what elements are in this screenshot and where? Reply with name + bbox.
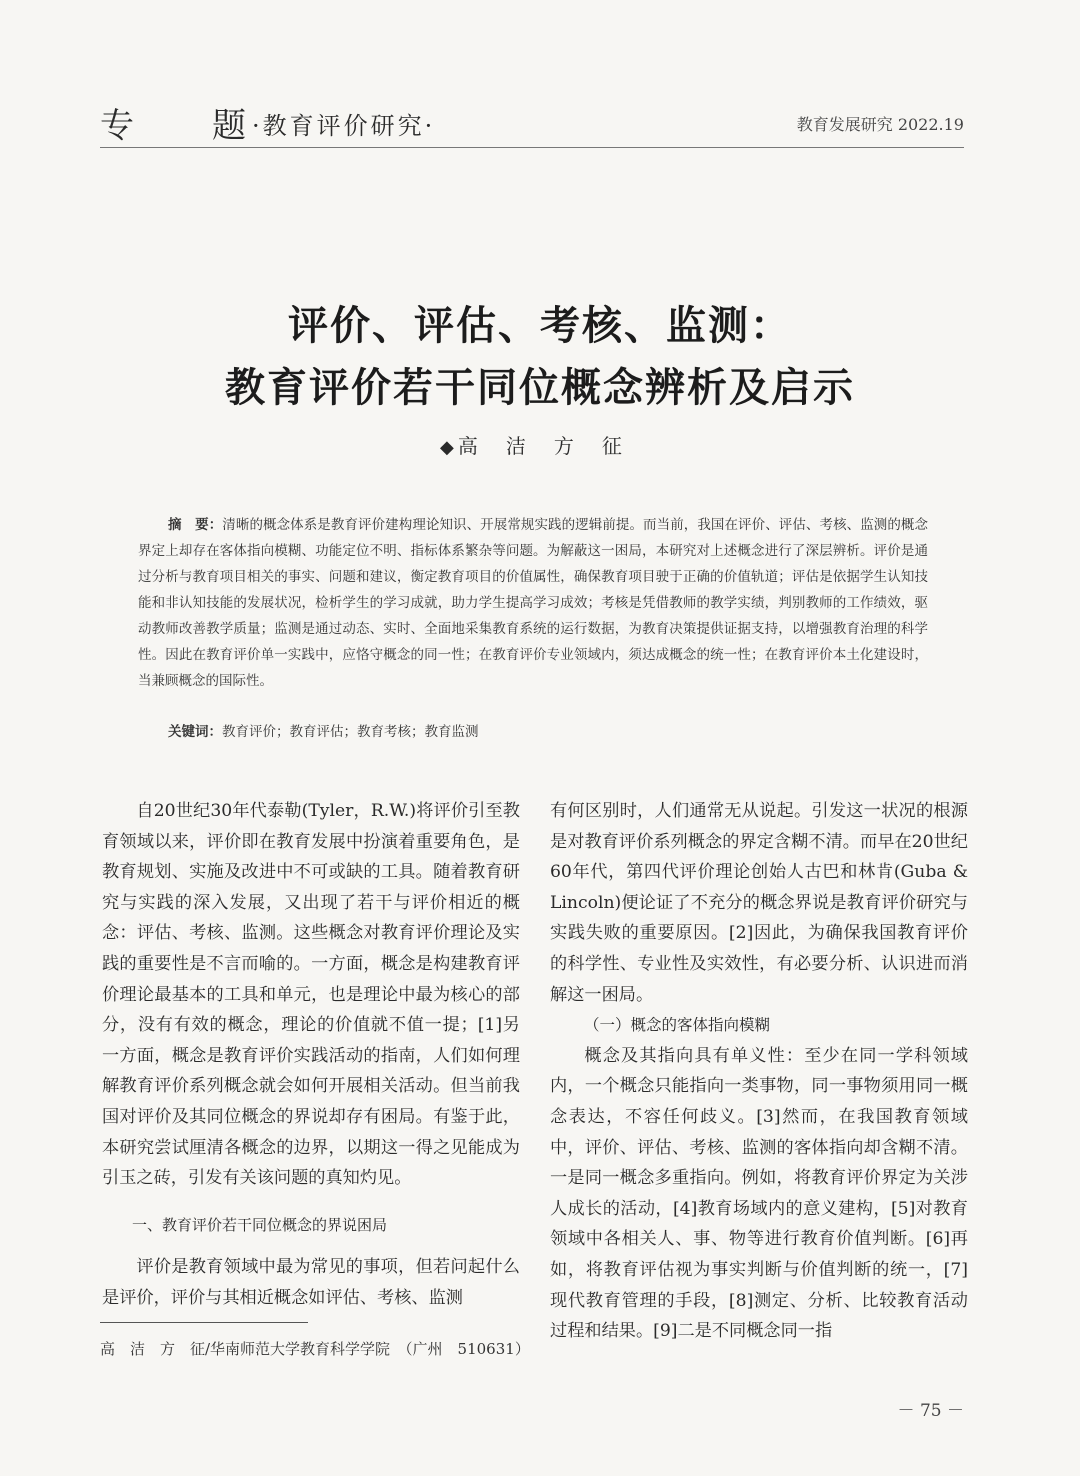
paragraph: 有何区别时，人们通常无从说起。引发这一状况的根源是对教育评价系列概念的界定含糊不清。而早在20世纪60年代，第四代评价理论创始人古巴和林肯(Guba & Lincoln)便论证了不充分的概念界说是教育评价研究与实践失败的重要原因。[2]因此，为确保我国教育评价的科学性、专业性及实效性，有必要分析、认识进而消解这一困局。 — [550, 801, 968, 1005]
keywords-label: 关键词： — [168, 724, 222, 740]
journal-issue: 教育发展研究 2022.19 — [796, 115, 964, 134]
diamond-icon: ◆ — [440, 437, 458, 458]
header-rule — [100, 147, 964, 148]
article-title-line2: 教育评价若干同位概念辨析及启示 — [225, 365, 855, 411]
body-column-left — [102, 796, 520, 1314]
keywords — [168, 720, 479, 740]
section-heading: 一、教育评价若干同位概念的界说困局 — [132, 1215, 388, 1234]
body-column-right — [550, 796, 968, 1347]
author-name: 高洁方征 — [457, 434, 650, 458]
footnote-rule — [100, 1322, 308, 1323]
column-name-char1: 专 — [100, 106, 136, 146]
page-number: － 75 － — [897, 1401, 964, 1421]
abstract-label: 摘 要： — [168, 517, 223, 533]
author-line — [440, 430, 650, 459]
paragraph: 评价是教育领域中最为常见的事项，但若问起什么是评价，评价与其相近概念如评估、考核、监测 — [102, 1257, 520, 1308]
abstract — [138, 512, 928, 694]
running-header — [100, 96, 964, 146]
paragraph: 概念及其指向具有单义性：至少在同一学科领域内，一个概念只能指向一类事物，同一事物须用同一概念表达，不容任何歧义。[3]然而，在我国教育领域中，评价、评估、考核、监测的客体指向却含糊不清。一是同一概念多重指向。例如，将教育评价界定为关涉人成长的活动，[4]教育场域内的意义建构，[5]对教育领域中各相关人、事、物等进行教育价值判断。[6]再如，将教育评估视为事实判断与价值判断的统一，[7]现代教育管理的手段，[8]测定、分析、比较教育活动过程和结果。[9]二是不同概念同一指 — [550, 1045, 968, 1342]
paragraph: 自20世纪30年代泰勒(Tyler，R.W.)将评价引至教育领域以来，评价即在教育发展中扮演着重要角色，是教育规划、实施及改进中不可或缺的工具。随着教育研究与实践的深入发展，又出现了若干与评价相近的概念：评估、考核、监测。这些概念对教育评价理论及实践的重要性是不言而喻的。一方面，概念是构建教育评价理论最基本的工具和单元，也是理论中最为核心的部分，没有有效的概念，理论的价值就不值一提；[1]另一方面，概念是教育评价实践活动的指南，人们如何理解教育评价系列概念就会如何开展相关活动。但当前我国对评价及其同位概念的界说却存有困局。有鉴于此，本研究尝试厘清各概念的边界，以期这一得之见能成为引玉之砖，引发有关该问题的真知灼见。 — [102, 801, 520, 1189]
column-name-char2: 题 — [212, 106, 246, 146]
column-subtitle: ·教育评价研究· — [252, 112, 436, 140]
abstract-text: 清晰的概念体系是教育评价建构理论知识、开展常规实践的逻辑前提。而当前，我国在评价、评估、考核、监测的概念界定上却存在客体指向模糊、功能定位不明、指标体系繁杂等问题。为解蔽这一困局，本研究对上述概念进行了深层辨析。评价是通过分析与教育项目相关的事实、问题和建议，衡定教育项目的价值属性，确保教育项目驶于正确的价值轨道；评估是依据学生认知技能和非认知技能的发展状况，检析学生的学习成就，助力学生提高学习成效；考核是凭借教师的教学实绩，判别教师的工作绩效，驱动教师改善教学质量；监测是通过动态、实时、全面地采集教育系统的运行数据，为教育决策提供证据支持，以增强教育治理的科学性。因此在教育评价单一实践中，应恪守概念的同一性；在教育评价专业领域内，须达成概念的统一性；在教育评价本土化建设时，当兼顾概念的国际性。 — [138, 517, 929, 689]
subsection-heading: （一）概念的客体指向模糊 — [584, 1016, 771, 1035]
keywords-text: 教育评价；教育评估；教育考核；教育监测 — [222, 724, 479, 740]
author-affiliation-footnote: 高 洁 方 征/华南师范大学教育科学学院 （广州 510631） — [100, 1340, 530, 1358]
article-title-line1: 评价、评估、考核、监测： — [288, 303, 792, 349]
